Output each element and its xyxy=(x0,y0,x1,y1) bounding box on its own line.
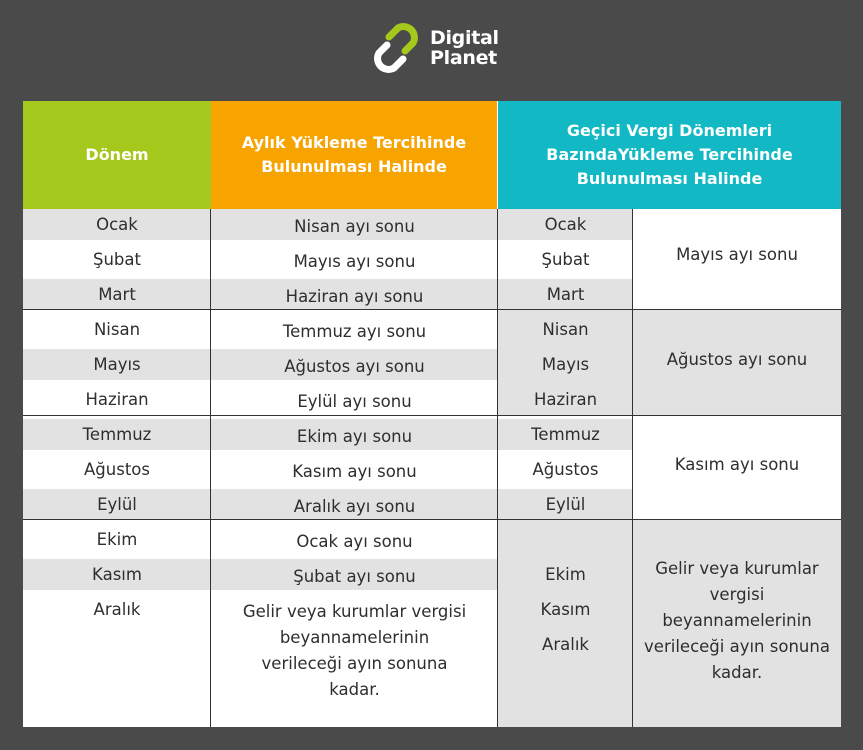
monthly-deadline-cell: Nisan ayı sonu xyxy=(294,216,415,236)
quarter-divider xyxy=(23,415,841,416)
column-divider xyxy=(210,209,211,727)
quarter-month-cell: Mart xyxy=(546,284,585,304)
header-quarterly-text: Geçici Vergi Dönemleri BazındaYükleme Tercihinde Bulunulması Halinde xyxy=(546,121,793,188)
quarter-month-cell: Şubat xyxy=(541,249,590,269)
quarter-divider xyxy=(23,519,841,520)
month-cell: Ocak xyxy=(96,214,138,234)
month-cell: Ekim xyxy=(96,529,138,549)
quarter-month-cell: Ağustos xyxy=(532,459,599,479)
monthly-deadline-cell: Şubat ayı sonu xyxy=(293,566,416,586)
quarter-month-cell: Haziran xyxy=(533,389,598,409)
month-cell: Temmuz xyxy=(82,424,152,444)
monthly-deadline-cell: Ocak ayı sonu xyxy=(296,531,413,551)
logo xyxy=(370,22,499,74)
month-cell: Aralık xyxy=(93,599,141,619)
header-monthly xyxy=(211,101,497,209)
deadline-table xyxy=(23,101,841,727)
monthly-deadline-cell: Kasım ayı sonu xyxy=(292,461,417,481)
monthly-deadline-cell: Eylül ayı sonu xyxy=(297,391,412,411)
monthly-deadline-cell: Ağustos ayı sonu xyxy=(284,356,425,376)
quarter-divider xyxy=(23,309,841,310)
month-cell: Şubat xyxy=(93,249,141,269)
logo-line-1: Digital xyxy=(430,27,499,49)
column-divider xyxy=(632,209,633,727)
header-quarterly xyxy=(498,101,841,209)
quarter-deadline-cell: Gelir veya kurumlar vergisi beyannamelerinin verileceği ayın sonuna kadar. xyxy=(644,559,830,682)
header-monthly-text: Aylık Yükleme Tercihinde Bulunulması Halinde xyxy=(241,133,467,176)
header-period: Dönem xyxy=(23,101,211,209)
month-cell: Kasım xyxy=(92,564,142,584)
monthly-deadline-cell: Ekim ayı sonu xyxy=(296,426,413,446)
quarter-month-cell: Ocak xyxy=(544,214,587,234)
column-divider xyxy=(497,209,498,727)
quarter-month-cell: Nisan xyxy=(542,319,589,339)
month-cell: Mayıs xyxy=(93,354,141,374)
quarter-month-cell: Temmuz xyxy=(531,424,600,444)
month-cell: Nisan xyxy=(93,319,141,339)
logo-line-2: Planet xyxy=(430,47,497,69)
monthly-deadline-cell: Gelir veya kurumlar vergisi beyannamelerinin verileceği ayın sonuna kadar. xyxy=(242,602,467,699)
quarter-month-cell: Kasım xyxy=(540,599,591,619)
monthly-deadline-cell: Haziran ayı sonu xyxy=(285,286,424,306)
month-cell: Ağustos xyxy=(84,459,150,479)
month-cell: Haziran xyxy=(85,389,149,409)
quarter-month-cell: Aralık xyxy=(542,634,589,654)
quarter-month-cell: Eylül xyxy=(545,494,586,514)
chain-link-icon xyxy=(370,22,422,74)
month-cell: Mart xyxy=(98,284,136,304)
quarter-deadline-cell: Kasım ayı sonu xyxy=(674,454,800,474)
monthly-deadline-cell: Aralık ayı sonu xyxy=(293,496,416,516)
monthly-deadline-cell: Temmuz ayı sonu xyxy=(282,321,427,341)
month-cell: Eylül xyxy=(97,494,137,514)
quarter-deadline-cell: Mayıs ayı sonu xyxy=(676,244,798,264)
quarter-deadline-cell: Ağustos ayı sonu xyxy=(666,349,808,369)
quarter-month-cell: Mayıs xyxy=(541,354,590,374)
monthly-deadline-cell: Mayıs ayı sonu xyxy=(293,251,416,271)
quarter-month-cell: Ekim xyxy=(545,564,586,584)
logo-wordmark xyxy=(430,28,499,68)
